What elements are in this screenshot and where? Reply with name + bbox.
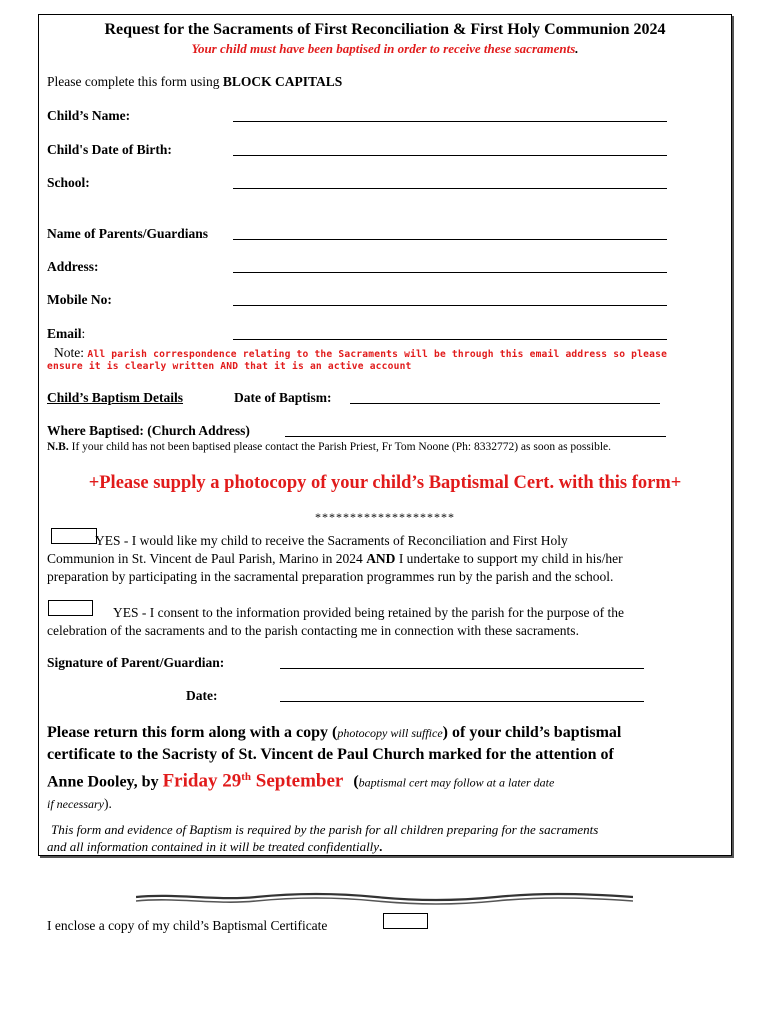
email-label-colon: : bbox=[81, 326, 86, 341]
parents-label: Name of Parents/Guardians bbox=[47, 226, 208, 241]
return-l3-paren: ( bbox=[353, 773, 359, 791]
address-field[interactable] bbox=[233, 272, 667, 273]
signature-field[interactable] bbox=[280, 668, 644, 669]
child-name-label: Child’s Name: bbox=[47, 108, 131, 123]
note-label: Note: bbox=[54, 345, 88, 360]
consent-1-line-1: YES - I would like my child to receive the Sacraments of Reconciliation and First Holy bbox=[95, 533, 568, 548]
confidentiality-note bbox=[47, 821, 727, 855]
note-line-2: ensure it is clearly written AND that it is an active account bbox=[47, 361, 412, 372]
subtitle-text: Your child must have been baptised in order to receive these sacraments bbox=[191, 41, 576, 56]
instructions-emphasis: BLOCK CAPITALS bbox=[222, 74, 343, 89]
cut-line-divider bbox=[136, 890, 633, 908]
school-field[interactable] bbox=[233, 188, 667, 189]
instructions-prefix: Please complete this form using bbox=[47, 74, 223, 89]
deadline-month: September bbox=[251, 770, 344, 792]
footer-line-2 bbox=[47, 838, 727, 855]
mobile-field[interactable] bbox=[233, 305, 667, 306]
baptism-where-field[interactable] bbox=[285, 436, 666, 437]
form-title: Request for the Sacraments of First Reconciliation & First Holy Communion 2024 bbox=[104, 21, 666, 38]
return-line-4 bbox=[47, 793, 727, 815]
address-label: Address: bbox=[47, 259, 99, 274]
school-label: School: bbox=[47, 175, 90, 190]
consent-data-text bbox=[47, 604, 727, 640]
consent-2-line-1: YES - I consent to the information provided being retained by the parish for the purpose of the bbox=[113, 605, 624, 620]
mobile-label: Mobile No: bbox=[47, 292, 112, 307]
nb-text bbox=[47, 441, 611, 453]
enclose-label: I enclose a copy of my child’s Baptismal Certificate bbox=[47, 918, 328, 933]
return-l1c: ) of your child’s baptismal bbox=[442, 724, 622, 741]
consent-sacraments-text bbox=[47, 532, 727, 586]
photocopy-headline: +Please supply a photocopy of your child’s Baptismal Cert. with this form+ bbox=[88, 473, 682, 493]
footer-line-1: This form and evidence of Baptism is required by the parish for all children preparing for the sacraments bbox=[51, 822, 599, 837]
baptism-date-label: Date of Baptism: bbox=[234, 390, 332, 405]
email-note bbox=[47, 344, 727, 372]
consent-1-line-2c: I undertake to support my child in his/her bbox=[395, 551, 623, 566]
nb-body: If your child has not been baptised please contact the Parish Priest, Fr Tom Noone (Ph: 8332772) as soon as possible. bbox=[68, 441, 612, 453]
child-name-field[interactable] bbox=[233, 121, 667, 122]
return-l4-note: if necessary bbox=[47, 797, 104, 812]
deadline-sup: th bbox=[241, 771, 251, 783]
consent-1-line-2 bbox=[47, 550, 727, 568]
email-field[interactable] bbox=[233, 339, 667, 340]
return-l3a: Anne Dooley, by bbox=[47, 773, 163, 791]
consent-2-line-2: celebration of the sacraments and to the parish contacting me in connection with these sacraments. bbox=[47, 623, 579, 638]
nb-label: N.B. bbox=[47, 441, 69, 453]
parents-field[interactable] bbox=[233, 239, 667, 240]
child-dob-field[interactable] bbox=[233, 155, 667, 156]
signature-date-label: Date: bbox=[186, 688, 218, 703]
return-line-1 bbox=[47, 722, 727, 744]
baptism-date-field[interactable] bbox=[350, 403, 660, 404]
return-l1a: Please return this form along with a copy ( bbox=[47, 724, 338, 741]
return-instructions bbox=[47, 722, 727, 815]
enclose-checkbox[interactable] bbox=[383, 913, 428, 929]
child-dob-label: Child's Date of Birth: bbox=[47, 142, 172, 157]
signature-date-field[interactable] bbox=[280, 701, 644, 702]
subtitle-period: . bbox=[575, 41, 579, 56]
return-l3-note: baptismal cert may follow at a later date bbox=[358, 775, 555, 790]
return-line-3 bbox=[47, 766, 727, 793]
consent-1-line-3: preparation by participating in the sacramental preparation programmes run by the parish and the school. bbox=[47, 569, 614, 584]
email-label-text: Email bbox=[47, 326, 82, 341]
consent-1-and: AND bbox=[366, 551, 396, 566]
baptism-section-label: Child’s Baptism Details bbox=[47, 390, 184, 405]
note-line-1: All parish correspondence relating to the Sacraments will be through this email address so please bbox=[87, 349, 668, 360]
signature-label: Signature of Parent/Guardian: bbox=[47, 655, 225, 670]
footer-line-2-text: and all information contained in it will be treated confidentially bbox=[47, 839, 380, 854]
baptism-where-label: Where Baptised: (Church Address) bbox=[47, 423, 250, 438]
instructions bbox=[47, 74, 342, 90]
return-line-2: certificate to the Sacristy of St. Vincent de Paul Church marked for the attention of bbox=[47, 746, 614, 763]
email-label bbox=[47, 326, 85, 342]
return-l4-end: ). bbox=[103, 796, 112, 812]
form-subtitle bbox=[40, 41, 730, 57]
consent-1-line-2a: Communion in St. Vincent de Paul Parish, Marino in 2024 bbox=[47, 551, 367, 566]
footer-line-2-end: . bbox=[379, 839, 383, 854]
stars-divider: ******************** bbox=[315, 510, 455, 524]
deadline-day: Friday 29 bbox=[162, 770, 242, 792]
return-l1b: photocopy will suffice bbox=[337, 726, 443, 740]
